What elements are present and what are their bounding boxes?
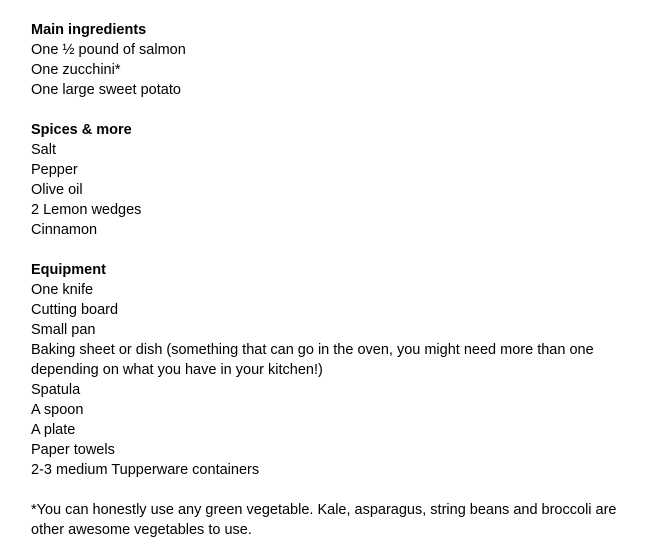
equipment-item: One knife bbox=[31, 282, 94, 298]
section-heading: Equipment bbox=[31, 262, 106, 278]
spice-item: Cinnamon bbox=[31, 222, 98, 238]
spice-item: Olive oil bbox=[31, 182, 83, 198]
equipment-item: Cutting board bbox=[31, 302, 119, 318]
spice-item: Pepper bbox=[31, 162, 78, 178]
equipment-item: Paper towels bbox=[31, 442, 115, 458]
ingredient-item: One ½ pound of salmon bbox=[31, 42, 186, 58]
footnote: *You can honestly use any green vegetable. Kale, asparagus, string beans and broccoli are other awesome vegetables to use. bbox=[31, 502, 617, 538]
equipment-item: Spatula bbox=[31, 382, 81, 398]
equipment-item: Small pan bbox=[31, 322, 96, 338]
section-heading: Spices & more bbox=[31, 122, 132, 138]
section-heading: Main ingredients bbox=[31, 22, 147, 38]
equipment-item: 2-3 medium Tupperware containers bbox=[31, 462, 260, 478]
equipment-item: A spoon bbox=[31, 402, 84, 418]
section-main-ingredients bbox=[31, 20, 641, 100]
spice-item: 2 Lemon wedges bbox=[31, 202, 142, 218]
equipment-item: Baking sheet or dish (something that can go in the oven, you might need more than one depending on what you have in your kitchen!) bbox=[31, 342, 594, 378]
ingredient-item: One large sweet potato bbox=[31, 82, 181, 98]
ingredient-item: One zucchini* bbox=[31, 62, 121, 78]
spice-item: Salt bbox=[31, 142, 56, 158]
footnote-section bbox=[31, 500, 641, 540]
section-equipment bbox=[31, 260, 641, 480]
equipment-item: A plate bbox=[31, 422, 76, 438]
document-body bbox=[31, 20, 641, 560]
section-spices bbox=[31, 120, 641, 240]
